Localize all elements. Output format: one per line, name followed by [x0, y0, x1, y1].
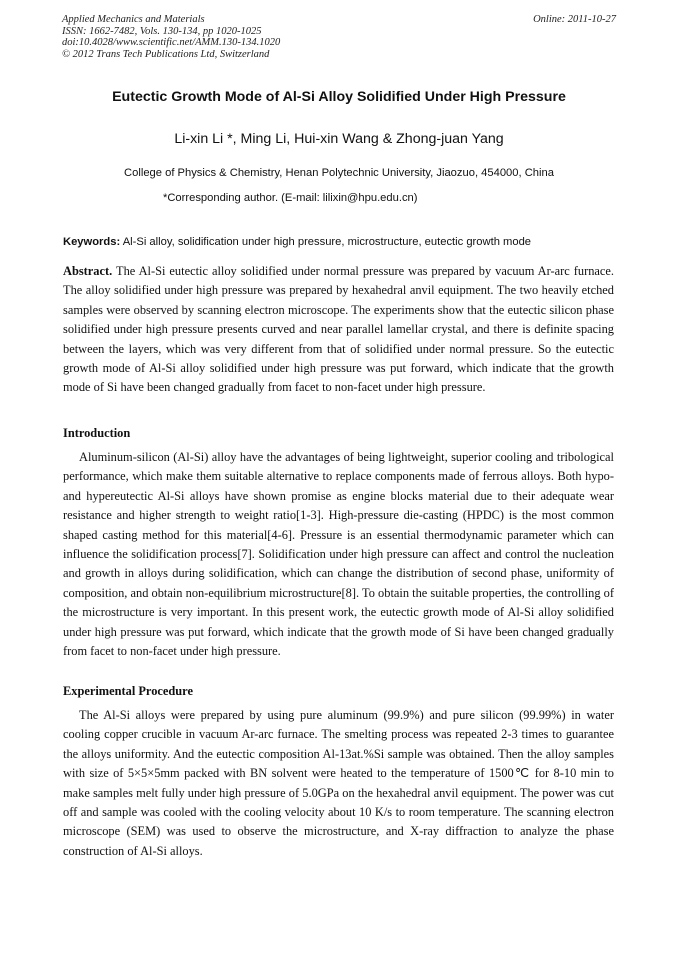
- author-list: Li-xin Li *, Ming Li, Hui-xin Wang & Zhong-juan Yang: [174, 131, 504, 147]
- keywords-label: Keywords:: [63, 236, 121, 248]
- doi-line: doi:10.4028/www.scientific.net/AMM.130-134.1020: [62, 37, 281, 48]
- abstract-text: The Al-Si eutectic alloy solidified under normal pressure was prepared by vacuum Ar-arc furnace. The alloy solidified under high pressure was prepared by hexahedral anvil equipment. The two heavily etched samples were observed by scanning electron microscope. The experiments show that the eutectic silicon phase solidified under high pressure presents curved and near parallel lamellar crystal, and there is definite spacing between the layers, which was very different from that of solidified under normal pressure. So the eutectic growth mode of Al-Si alloy solidified under high pressure was put forward, which indicate that the growth mode of Si have been changed gradually from facet to non-facet under high pressure.: [63, 264, 614, 395]
- journal-name: Applied Mechanics and Materials: [62, 14, 205, 25]
- online-date: Online: 2011-10-27: [533, 14, 616, 25]
- abstract: [63, 262, 614, 398]
- experimental-heading: Experimental Procedure: [63, 684, 193, 698]
- keywords: [63, 236, 619, 248]
- journal-header: [62, 14, 616, 60]
- affiliation: College of Physics & Chemistry, Henan Polytechnic University, Jiaozuo, 454000, China: [124, 167, 554, 179]
- corresponding-author: *Corresponding author. (E-mail: lilixin@hpu.edu.cn): [163, 192, 418, 204]
- copyright-line: © 2012 Trans Tech Publications Ltd, Switzerland: [62, 48, 270, 60]
- abstract-label: Abstract.: [63, 264, 113, 278]
- paper-title: Eutectic Growth Mode of Al-Si Alloy Solidified Under High Pressure: [112, 89, 566, 105]
- introduction-text: Aluminum-silicon (Al-Si) alloy have the advantages of being lightweight, superior cooling and tribological performance, which make them suitable alternative to replace components made of ferrous alloys. Both hypo- and hypereutectic Al-Si alloys have shown promise as engine blocks material due to their adequate wear resistance and higher strength to weight ratio[1-3]. High-pressure die-casting (HPDC) is the most common shaped casting method for this material[4-6]. Pressure is an essential thermodynamic parameter which can influence the solidification process[7]. Solidification under high pressure can affect and control the nucleation and growth in alloys during solidification, which can change the distribution of second phase, uniformity of composition, and obtain non-equilibrium microstructure[8]. To obtain the suitable properties, the controlling of the microstructure is very important. In this present work, the eutectic growth mode of Al-Si alloy solidified under high pressure was put forward, which indicate that the growth mode of Si have been changed gradually from facet to non-facet under high pressure.: [63, 450, 614, 659]
- introduction-heading: Introduction: [63, 426, 131, 440]
- experimental-text: The Al-Si alloys were prepared by using pure aluminum (99.9%) and pure silicon (99.99%) in water cooling copper crucible in vacuum Ar-arc furnace. The smelting process was repeated 2-3 times to guarantee the alloys uniformity. And the eutectic composition Al-13at.%Si sample was obtained. Then the alloy samples with size of 5×5×5mm packed with BN solvent were heated to the temperature of 1500℃ for 8-10 min to make samples melt fully under high pressure of 5.0GPa on the hexahedral anvil equipment. The power was cut off and sample was cooled with the cooling velocity about 10 K/s to room temperature. The scanning electron microscope (SEM) was used to observe the microstructure, and X-ray diffraction to analyze the phase construction of Al-Si alloys.: [63, 708, 614, 858]
- issn-line: ISSN: 1662-7482, Vols. 130-134, pp 1020-1025: [62, 25, 262, 37]
- keywords-text: Al-Si alloy, solidification under high pressure, microstructure, eutectic growth mode: [120, 236, 532, 248]
